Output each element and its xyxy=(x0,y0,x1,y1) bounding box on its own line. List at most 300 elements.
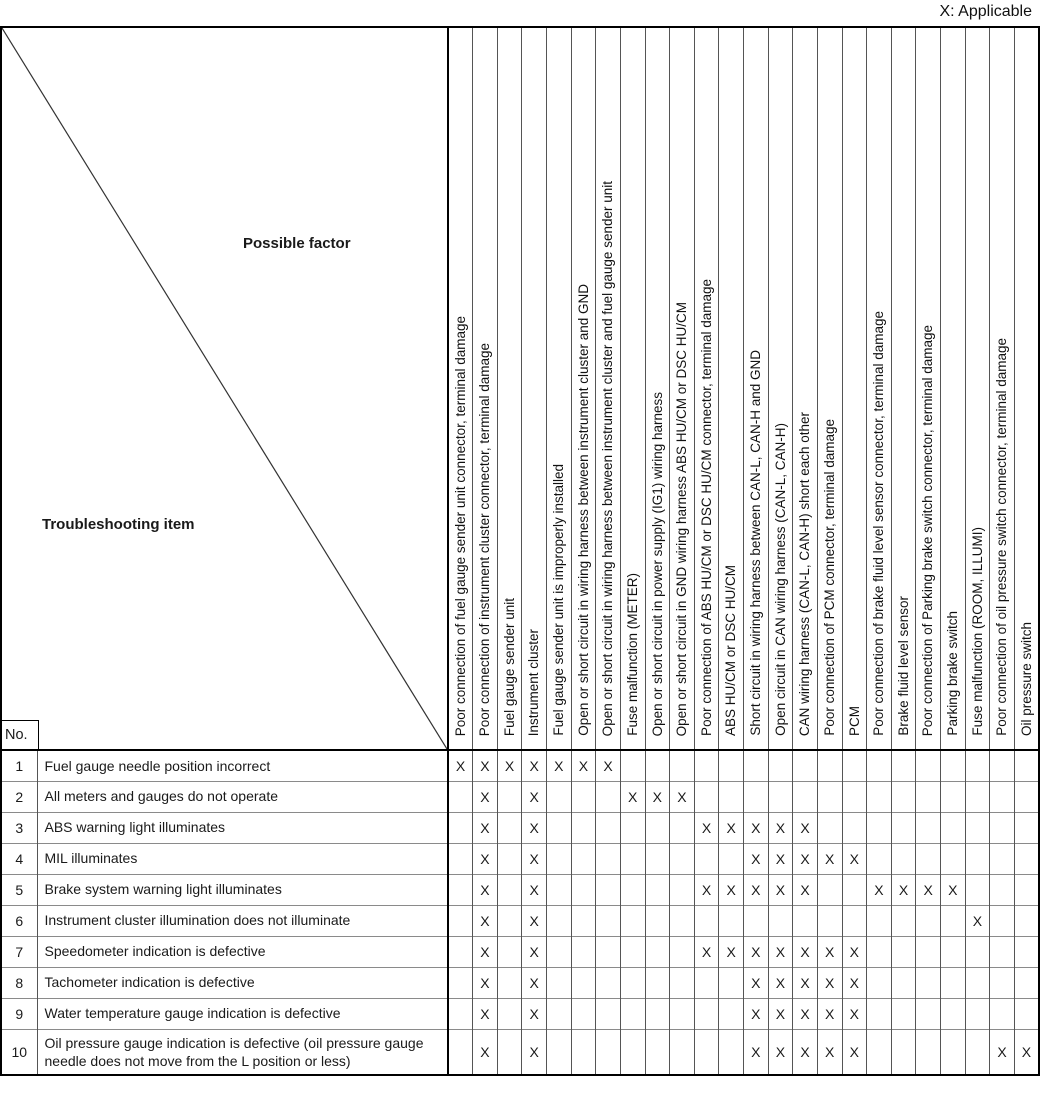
empty-mark-cell xyxy=(645,1029,670,1075)
empty-mark-cell xyxy=(694,1029,719,1075)
empty-mark-cell xyxy=(547,967,572,998)
empty-mark-cell xyxy=(990,936,1015,967)
empty-mark-cell xyxy=(965,1029,990,1075)
factor-column-header-11 xyxy=(694,27,719,750)
applicable-mark-cell: X xyxy=(793,843,818,874)
empty-mark-cell xyxy=(547,781,572,812)
empty-mark-cell xyxy=(571,936,596,967)
empty-mark-cell xyxy=(620,750,645,781)
empty-mark-cell xyxy=(916,812,941,843)
applicable-mark-cell: X xyxy=(522,967,547,998)
empty-mark-cell xyxy=(497,936,522,967)
applicable-mark-cell: X xyxy=(744,1029,769,1075)
applicable-mark-cell: X xyxy=(793,967,818,998)
applicable-mark-cell: X xyxy=(793,998,818,1029)
empty-mark-cell xyxy=(645,812,670,843)
factor-column-header-16 xyxy=(817,27,842,750)
empty-mark-cell xyxy=(891,905,916,936)
empty-mark-cell xyxy=(941,1029,966,1075)
empty-mark-cell xyxy=(990,843,1015,874)
applicable-mark-cell: X xyxy=(719,874,744,905)
factor-column-header-15 xyxy=(793,27,818,750)
empty-mark-cell xyxy=(1014,812,1039,843)
factor-column-header-4 xyxy=(522,27,547,750)
applicable-mark-cell: X xyxy=(817,998,842,1029)
factor-column-header-1 xyxy=(448,27,473,750)
empty-mark-cell xyxy=(547,936,572,967)
factor-column-header-12 xyxy=(719,27,744,750)
applicable-mark-cell: X xyxy=(473,750,498,781)
empty-mark-cell xyxy=(645,874,670,905)
empty-mark-cell xyxy=(1014,750,1039,781)
applicable-mark-cell: X xyxy=(522,998,547,1029)
trouble-item-label: Brake system warning light illuminates xyxy=(37,874,448,905)
empty-mark-cell xyxy=(645,843,670,874)
applicable-mark-cell: X xyxy=(817,843,842,874)
empty-mark-cell xyxy=(891,843,916,874)
applicable-mark-cell: X xyxy=(842,1029,867,1075)
empty-mark-cell xyxy=(596,843,621,874)
row-number: 2 xyxy=(1,781,37,812)
empty-mark-cell xyxy=(916,1029,941,1075)
empty-mark-cell xyxy=(670,967,695,998)
empty-mark-cell xyxy=(941,936,966,967)
empty-mark-cell xyxy=(916,967,941,998)
empty-mark-cell xyxy=(571,998,596,1029)
factor-label: Poor connection of PCM connector, terminal damage xyxy=(821,419,837,736)
factor-label: Short circuit in wiring harness between CAN-L, CAN-H and GND xyxy=(748,350,764,736)
empty-mark-cell xyxy=(768,750,793,781)
empty-mark-cell xyxy=(842,812,867,843)
troubleshooting-item-label: Troubleshooting item xyxy=(42,516,195,533)
empty-mark-cell xyxy=(596,936,621,967)
trouble-item-label: Water temperature gauge indication is defective xyxy=(37,998,448,1029)
empty-mark-cell xyxy=(620,874,645,905)
empty-mark-cell xyxy=(620,998,645,1029)
applicable-mark-cell: X xyxy=(719,936,744,967)
applicable-mark-cell: X xyxy=(694,874,719,905)
empty-mark-cell xyxy=(916,998,941,1029)
empty-mark-cell xyxy=(891,936,916,967)
empty-mark-cell xyxy=(670,843,695,874)
empty-mark-cell xyxy=(448,874,473,905)
row-number: 9 xyxy=(1,998,37,1029)
empty-mark-cell xyxy=(867,967,892,998)
empty-mark-cell xyxy=(941,998,966,1029)
factor-label: CAN wiring harness (CAN-L, CAN-H) short each other xyxy=(797,411,813,736)
empty-mark-cell xyxy=(965,843,990,874)
applicable-mark-cell: X xyxy=(768,843,793,874)
trouble-item-label: All meters and gauges do not operate xyxy=(37,781,448,812)
applicable-mark-cell: X xyxy=(842,843,867,874)
factor-column-header-19 xyxy=(891,27,916,750)
empty-mark-cell xyxy=(867,1029,892,1075)
empty-mark-cell xyxy=(990,874,1015,905)
empty-mark-cell xyxy=(744,905,769,936)
empty-mark-cell xyxy=(1014,905,1039,936)
trouble-row-7 xyxy=(1,936,1039,967)
empty-mark-cell xyxy=(620,905,645,936)
empty-mark-cell xyxy=(497,905,522,936)
trouble-row-5 xyxy=(1,874,1039,905)
empty-mark-cell xyxy=(965,874,990,905)
troubleshooting-matrix-table xyxy=(0,26,1040,1076)
empty-mark-cell xyxy=(916,936,941,967)
applicable-mark-cell: X xyxy=(473,1029,498,1075)
factor-label: Open circuit in CAN wiring harness (CAN-L, CAN-H) xyxy=(772,423,788,736)
applicable-mark-cell: X xyxy=(793,1029,818,1075)
empty-mark-cell xyxy=(670,750,695,781)
factor-column-header-22 xyxy=(965,27,990,750)
trouble-item-label: Tachometer indication is defective xyxy=(37,967,448,998)
trouble-row-3 xyxy=(1,812,1039,843)
empty-mark-cell xyxy=(1014,874,1039,905)
empty-mark-cell xyxy=(867,936,892,967)
applicable-mark-cell: X xyxy=(744,874,769,905)
applicable-mark-cell: X xyxy=(867,874,892,905)
trouble-item-label: Fuel gauge needle position incorrect xyxy=(37,750,448,781)
empty-mark-cell xyxy=(842,781,867,812)
applicable-mark-cell: X xyxy=(768,967,793,998)
empty-mark-cell xyxy=(596,874,621,905)
trouble-item-label: ABS warning light illuminates xyxy=(37,812,448,843)
applicable-legend: X: Applicable xyxy=(939,3,1032,20)
empty-mark-cell xyxy=(448,812,473,843)
applicable-mark-cell: X xyxy=(891,874,916,905)
row-number: 5 xyxy=(1,874,37,905)
applicable-mark-cell: X xyxy=(793,812,818,843)
empty-mark-cell xyxy=(916,905,941,936)
empty-mark-cell xyxy=(645,936,670,967)
empty-mark-cell xyxy=(645,998,670,1029)
factor-label: PCM xyxy=(846,706,862,736)
row-number: 6 xyxy=(1,905,37,936)
empty-mark-cell xyxy=(547,874,572,905)
empty-mark-cell xyxy=(497,967,522,998)
trouble-row-10 xyxy=(1,1029,1039,1075)
applicable-mark-cell: X xyxy=(473,936,498,967)
trouble-row-9 xyxy=(1,998,1039,1029)
applicable-mark-cell: X xyxy=(744,812,769,843)
empty-mark-cell xyxy=(694,967,719,998)
applicable-mark-cell: X xyxy=(473,812,498,843)
applicable-mark-cell: X xyxy=(497,750,522,781)
factor-column-header-7 xyxy=(596,27,621,750)
applicable-mark-cell: X xyxy=(768,936,793,967)
empty-mark-cell xyxy=(990,998,1015,1029)
empty-mark-cell xyxy=(891,998,916,1029)
empty-mark-cell xyxy=(670,1029,695,1075)
applicable-mark-cell: X xyxy=(817,1029,842,1075)
empty-mark-cell xyxy=(941,750,966,781)
factor-column-header-24 xyxy=(1014,27,1039,750)
empty-mark-cell xyxy=(448,1029,473,1075)
empty-mark-cell xyxy=(596,967,621,998)
factor-column-header-21 xyxy=(941,27,966,750)
empty-mark-cell xyxy=(547,843,572,874)
factor-label: Poor connection of Parking brake switch connector, terminal damage xyxy=(920,324,936,736)
applicable-mark-cell: X xyxy=(793,936,818,967)
empty-mark-cell xyxy=(719,905,744,936)
empty-mark-cell xyxy=(990,781,1015,812)
empty-mark-cell xyxy=(891,812,916,843)
empty-mark-cell xyxy=(916,843,941,874)
row-number: 3 xyxy=(1,812,37,843)
empty-mark-cell xyxy=(497,998,522,1029)
empty-mark-cell xyxy=(817,905,842,936)
empty-mark-cell xyxy=(670,998,695,1029)
factor-label: Parking brake switch xyxy=(945,611,961,736)
empty-mark-cell xyxy=(965,781,990,812)
applicable-mark-cell: X xyxy=(744,998,769,1029)
empty-mark-cell xyxy=(817,781,842,812)
empty-mark-cell xyxy=(448,781,473,812)
applicable-mark-cell: X xyxy=(547,750,572,781)
applicable-mark-cell: X xyxy=(768,998,793,1029)
empty-mark-cell xyxy=(670,905,695,936)
empty-mark-cell xyxy=(645,750,670,781)
empty-mark-cell xyxy=(448,936,473,967)
empty-mark-cell xyxy=(990,812,1015,843)
factor-column-header-5 xyxy=(547,27,572,750)
row-number: 4 xyxy=(1,843,37,874)
empty-mark-cell xyxy=(571,843,596,874)
empty-mark-cell xyxy=(941,967,966,998)
empty-mark-cell xyxy=(596,1029,621,1075)
factor-column-header-18 xyxy=(867,27,892,750)
empty-mark-cell xyxy=(719,1029,744,1075)
factor-label: Poor connection of brake fluid level sensor connector, terminal damage xyxy=(871,311,887,736)
empty-mark-cell xyxy=(448,967,473,998)
trouble-row-2 xyxy=(1,781,1039,812)
empty-mark-cell xyxy=(793,781,818,812)
empty-mark-cell xyxy=(891,967,916,998)
trouble-item-label: MIL illuminates xyxy=(37,843,448,874)
empty-mark-cell xyxy=(620,1029,645,1075)
empty-mark-cell xyxy=(867,812,892,843)
empty-mark-cell xyxy=(916,781,941,812)
empty-mark-cell xyxy=(620,843,645,874)
empty-mark-cell xyxy=(965,967,990,998)
empty-mark-cell xyxy=(990,967,1015,998)
empty-mark-cell xyxy=(1014,781,1039,812)
applicable-mark-cell: X xyxy=(744,936,769,967)
empty-mark-cell xyxy=(719,843,744,874)
factor-column-header-6 xyxy=(571,27,596,750)
empty-mark-cell xyxy=(990,750,1015,781)
empty-mark-cell xyxy=(941,843,966,874)
applicable-mark-cell: X xyxy=(768,1029,793,1075)
factor-label: Open or short circuit in power supply (IG1) wiring harness xyxy=(649,391,665,736)
factor-column-header-10 xyxy=(670,27,695,750)
empty-mark-cell xyxy=(916,750,941,781)
empty-mark-cell xyxy=(596,905,621,936)
applicable-mark-cell: X xyxy=(620,781,645,812)
factor-label: Poor connection of instrument cluster connector, terminal damage xyxy=(477,342,493,736)
empty-mark-cell xyxy=(719,998,744,1029)
empty-mark-cell xyxy=(620,812,645,843)
empty-mark-cell xyxy=(1014,936,1039,967)
trouble-row-1 xyxy=(1,750,1039,781)
applicable-mark-cell: X xyxy=(768,812,793,843)
empty-mark-cell xyxy=(620,967,645,998)
factor-label: Poor connection of ABS HU/CM or DSC HU/CM connector, terminal damage xyxy=(698,279,714,736)
applicable-mark-cell: X xyxy=(522,936,547,967)
row-number: 7 xyxy=(1,936,37,967)
empty-mark-cell xyxy=(891,750,916,781)
empty-mark-cell xyxy=(547,1029,572,1075)
factor-label: Fuel gauge sender unit xyxy=(501,597,517,736)
applicable-mark-cell: X xyxy=(571,750,596,781)
empty-mark-cell xyxy=(670,936,695,967)
empty-mark-cell xyxy=(448,998,473,1029)
empty-mark-cell xyxy=(941,781,966,812)
empty-mark-cell xyxy=(719,781,744,812)
applicable-mark-cell: X xyxy=(965,905,990,936)
matrix-body xyxy=(1,750,1039,1075)
empty-mark-cell xyxy=(867,750,892,781)
empty-mark-cell xyxy=(645,905,670,936)
empty-mark-cell xyxy=(571,967,596,998)
empty-mark-cell xyxy=(694,998,719,1029)
factor-label: Brake fluid level sensor xyxy=(895,596,911,736)
empty-mark-cell xyxy=(694,750,719,781)
empty-mark-cell xyxy=(547,812,572,843)
possible-factor-label: Possible factor xyxy=(243,235,351,252)
applicable-mark-cell: X xyxy=(793,874,818,905)
applicable-mark-cell: X xyxy=(670,781,695,812)
empty-mark-cell xyxy=(596,781,621,812)
empty-mark-cell xyxy=(670,812,695,843)
applicable-mark-cell: X xyxy=(990,1029,1015,1075)
row-number: 8 xyxy=(1,967,37,998)
applicable-mark-cell: X xyxy=(916,874,941,905)
empty-mark-cell xyxy=(842,750,867,781)
empty-mark-cell xyxy=(842,905,867,936)
trouble-item-label: Speedometer indication is defective xyxy=(37,936,448,967)
empty-mark-cell xyxy=(867,781,892,812)
empty-mark-cell xyxy=(1014,998,1039,1029)
empty-mark-cell xyxy=(694,905,719,936)
applicable-mark-cell: X xyxy=(522,843,547,874)
empty-mark-cell xyxy=(547,905,572,936)
factor-column-header-20 xyxy=(916,27,941,750)
applicable-mark-cell: X xyxy=(694,812,719,843)
empty-mark-cell xyxy=(941,905,966,936)
applicable-mark-cell: X xyxy=(522,812,547,843)
factor-label: ABS HU/CM or DSC HU/CM xyxy=(723,564,739,736)
applicable-mark-cell: X xyxy=(473,781,498,812)
empty-mark-cell xyxy=(793,750,818,781)
empty-mark-cell xyxy=(1014,843,1039,874)
factor-label: Oil pressure switch xyxy=(1018,621,1034,736)
applicable-mark-cell: X xyxy=(817,936,842,967)
empty-mark-cell xyxy=(571,905,596,936)
trouble-item-label: Instrument cluster illumination does not illuminate xyxy=(37,905,448,936)
factor-column-header-13 xyxy=(744,27,769,750)
empty-mark-cell xyxy=(990,905,1015,936)
empty-mark-cell xyxy=(645,967,670,998)
empty-mark-cell xyxy=(867,998,892,1029)
applicable-mark-cell: X xyxy=(473,905,498,936)
empty-mark-cell xyxy=(744,781,769,812)
empty-mark-cell xyxy=(965,812,990,843)
empty-mark-cell xyxy=(547,998,572,1029)
factor-label: Fuse malfunction (METER) xyxy=(624,573,640,736)
empty-mark-cell xyxy=(744,750,769,781)
empty-mark-cell xyxy=(941,812,966,843)
empty-mark-cell xyxy=(842,874,867,905)
factor-label: Open or short circuit in wiring harness between instrument cluster and GND xyxy=(575,284,591,736)
applicable-mark-cell: X xyxy=(473,843,498,874)
empty-mark-cell xyxy=(448,905,473,936)
applicable-mark-cell: X xyxy=(522,874,547,905)
applicable-mark-cell: X xyxy=(842,936,867,967)
applicable-mark-cell: X xyxy=(768,874,793,905)
empty-mark-cell xyxy=(694,781,719,812)
applicable-mark-cell: X xyxy=(645,781,670,812)
factor-header-row xyxy=(1,27,1039,750)
trouble-item-label: Oil pressure gauge indication is defective (oil pressure gauge needle does not move from the L position or less) xyxy=(37,1029,448,1075)
applicable-mark-cell: X xyxy=(1014,1029,1039,1075)
row-number: 1 xyxy=(1,750,37,781)
factor-label: Fuse malfunction (ROOM, ILLUMI) xyxy=(969,527,985,736)
factor-label: Poor connection of oil pressure switch connector, terminal damage xyxy=(994,338,1010,736)
factor-column-header-2 xyxy=(473,27,498,750)
diagonal-corner-cell xyxy=(1,27,448,750)
empty-mark-cell xyxy=(497,812,522,843)
applicable-mark-cell: X xyxy=(448,750,473,781)
factor-label: Poor connection of fuel gauge sender unit connector, terminal damage xyxy=(452,315,468,736)
applicable-mark-cell: X xyxy=(744,843,769,874)
empty-mark-cell xyxy=(793,905,818,936)
applicable-mark-cell: X xyxy=(473,998,498,1029)
applicable-mark-cell: X xyxy=(941,874,966,905)
empty-mark-cell xyxy=(596,998,621,1029)
empty-mark-cell xyxy=(719,750,744,781)
applicable-mark-cell: X xyxy=(817,967,842,998)
factor-column-header-9 xyxy=(645,27,670,750)
factor-label: Open or short circuit in wiring harness between instrument cluster and fuel gauge sender unit xyxy=(600,180,616,736)
empty-mark-cell xyxy=(497,1029,522,1075)
empty-mark-cell xyxy=(620,936,645,967)
factor-column-header-3 xyxy=(497,27,522,750)
applicable-mark-cell: X xyxy=(694,936,719,967)
applicable-mark-cell: X xyxy=(522,781,547,812)
factor-column-header-23 xyxy=(990,27,1015,750)
empty-mark-cell xyxy=(670,874,695,905)
no-column-header: No. xyxy=(2,720,39,749)
empty-mark-cell xyxy=(719,967,744,998)
empty-mark-cell xyxy=(965,998,990,1029)
empty-mark-cell xyxy=(448,843,473,874)
empty-mark-cell xyxy=(867,843,892,874)
factor-column-header-17 xyxy=(842,27,867,750)
trouble-row-4 xyxy=(1,843,1039,874)
row-number: 10 xyxy=(1,1029,37,1075)
empty-mark-cell xyxy=(571,1029,596,1075)
empty-mark-cell xyxy=(867,905,892,936)
applicable-mark-cell: X xyxy=(744,967,769,998)
trouble-row-8 xyxy=(1,967,1039,998)
empty-mark-cell xyxy=(817,750,842,781)
empty-mark-cell xyxy=(965,936,990,967)
factor-label: Instrument cluster xyxy=(526,628,542,736)
empty-mark-cell xyxy=(817,874,842,905)
applicable-mark-cell: X xyxy=(596,750,621,781)
empty-mark-cell xyxy=(891,781,916,812)
applicable-mark-cell: X xyxy=(473,967,498,998)
